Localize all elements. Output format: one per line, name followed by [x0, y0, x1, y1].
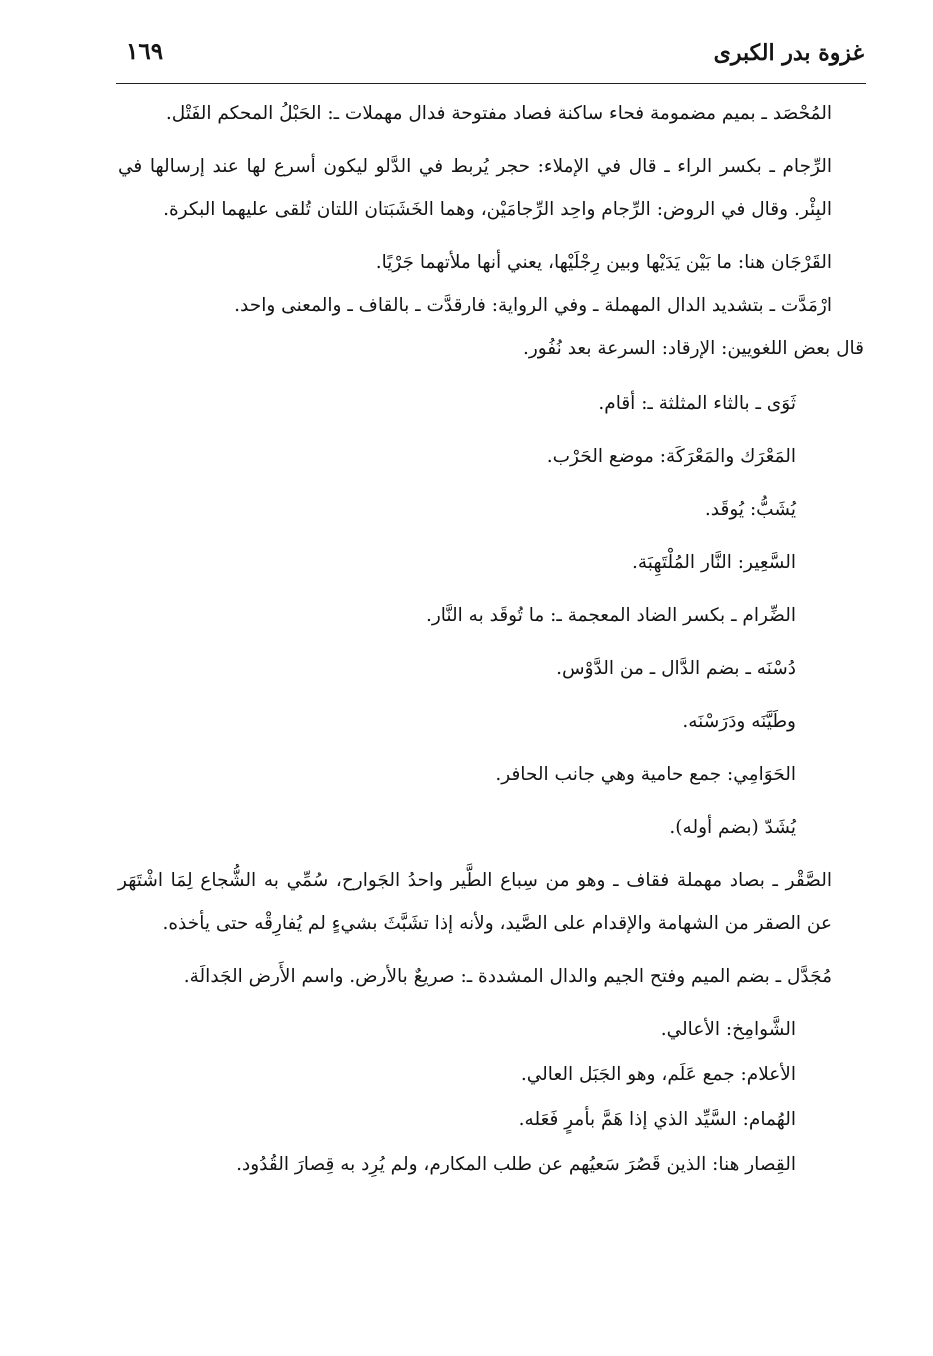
- entry-qisar: القِصار هنا: الذين قَصُرَ سَعيُهم عن طلب المكارم، ولم يُرِد به قِصارَ القُدُود.: [236, 1154, 796, 1175]
- page-header: [118, 36, 864, 76]
- entry-maarak: المَعْرَك والمَعْرَكَة: موضع الحَرْب.: [546, 446, 796, 467]
- entry-qarjan: القَرْجَان هنا: ما بَيْن يَدَيْها وبين رِجْلَيْها، يعني أنها ملأتهما جَرْيًا.: [375, 252, 832, 273]
- entry-mujaddal: مُجَدَّل ـ بضم الميم وفتح الجيم والدال المشددة ـ: صريعٌ بالأرض. واسم الأَرض الجَدالَة.: [183, 966, 832, 987]
- entry-saeer: السَّعِير: النَّار المُلْتَهِبَة.: [631, 552, 796, 573]
- entry-saqr: الصَّقْر ـ بصاد مهملة فقاف ـ وهو من سِباع الطَّير واحدُ الجَوارح، سُمِّي به الشُّجاع لِمَا اشْتَهَر عن الصقر من الشهامة والإقدام على الصَّيد، ولأنه إذا تشَبَّثَ بشيءٍ لم يُفارِقْه حتى يأخذه.: [118, 870, 832, 934]
- entry-irqad: قال بعض اللغويين: الإرقاد: السرعة بعد نُفُور.: [522, 338, 864, 359]
- glossary-body: [118, 92, 864, 1188]
- entry-dusnah: دُسْنَه ـ بضم الدَّال ـ من الدَّوْس.: [556, 658, 796, 679]
- entry-irmaddat: ارْمَدَّت ـ بتشديد الدال المهملة ـ وفي الرواية: فارقدَّت ـ بالقاف ـ والمعنى واحد.: [234, 295, 832, 316]
- entry-yushadd: يُشَدّ (بضم أوله).: [669, 817, 796, 838]
- entry-humam: الهُمام: السَّيِّد الذي إذا هَمَّ بأمرٍ فَعَله.: [518, 1109, 796, 1130]
- entry-alam: الأعلام: جمع عَلَم، وهو الجَبَل العالي.: [520, 1064, 796, 1085]
- entry-tayyanah: وطَيَّنَه ودَرَسْنَه.: [682, 711, 796, 732]
- entry-thawa: ثَوَى ـ بالثاء المثلثة ـ: أقام.: [598, 393, 796, 414]
- entry-rijam: الرِّجام ـ بكسر الراء ـ قال في الإملاء: حجر يُربط في الدَّلو ليكون أسرع لها عند إرسالها في البِئْر. وقال في الروض: الرِّجام واحِد الرِّجامَيْن، وهما الخَشَبَتان اللتان تُلقى عليهما البكرة.: [118, 156, 832, 220]
- entry-yushab: يُشَبُّ: يُوقَد.: [704, 499, 796, 520]
- entry-muhsad: المُحْصَد ـ بميم مضمومة فحاء ساكنة فصاد مفتوحة فدال مهملات ـ: الحَبْلُ المحكم الفَتْل.: [165, 103, 832, 124]
- header-rule: [116, 83, 866, 84]
- entry-shawamikh: الشَّوامِخ: الأعالي.: [660, 1019, 796, 1040]
- running-title: غزوة بدر الكبرى: [713, 40, 864, 66]
- page-number: ١٦٩: [126, 38, 164, 65]
- entry-hawami: الحَوَامِي: جمع حامية وهي جانب الحافر.: [495, 764, 796, 785]
- entry-diram: الضِّرام ـ بكسر الضاد المعجمة ـ: ما تُوقَد به النَّار.: [425, 605, 796, 626]
